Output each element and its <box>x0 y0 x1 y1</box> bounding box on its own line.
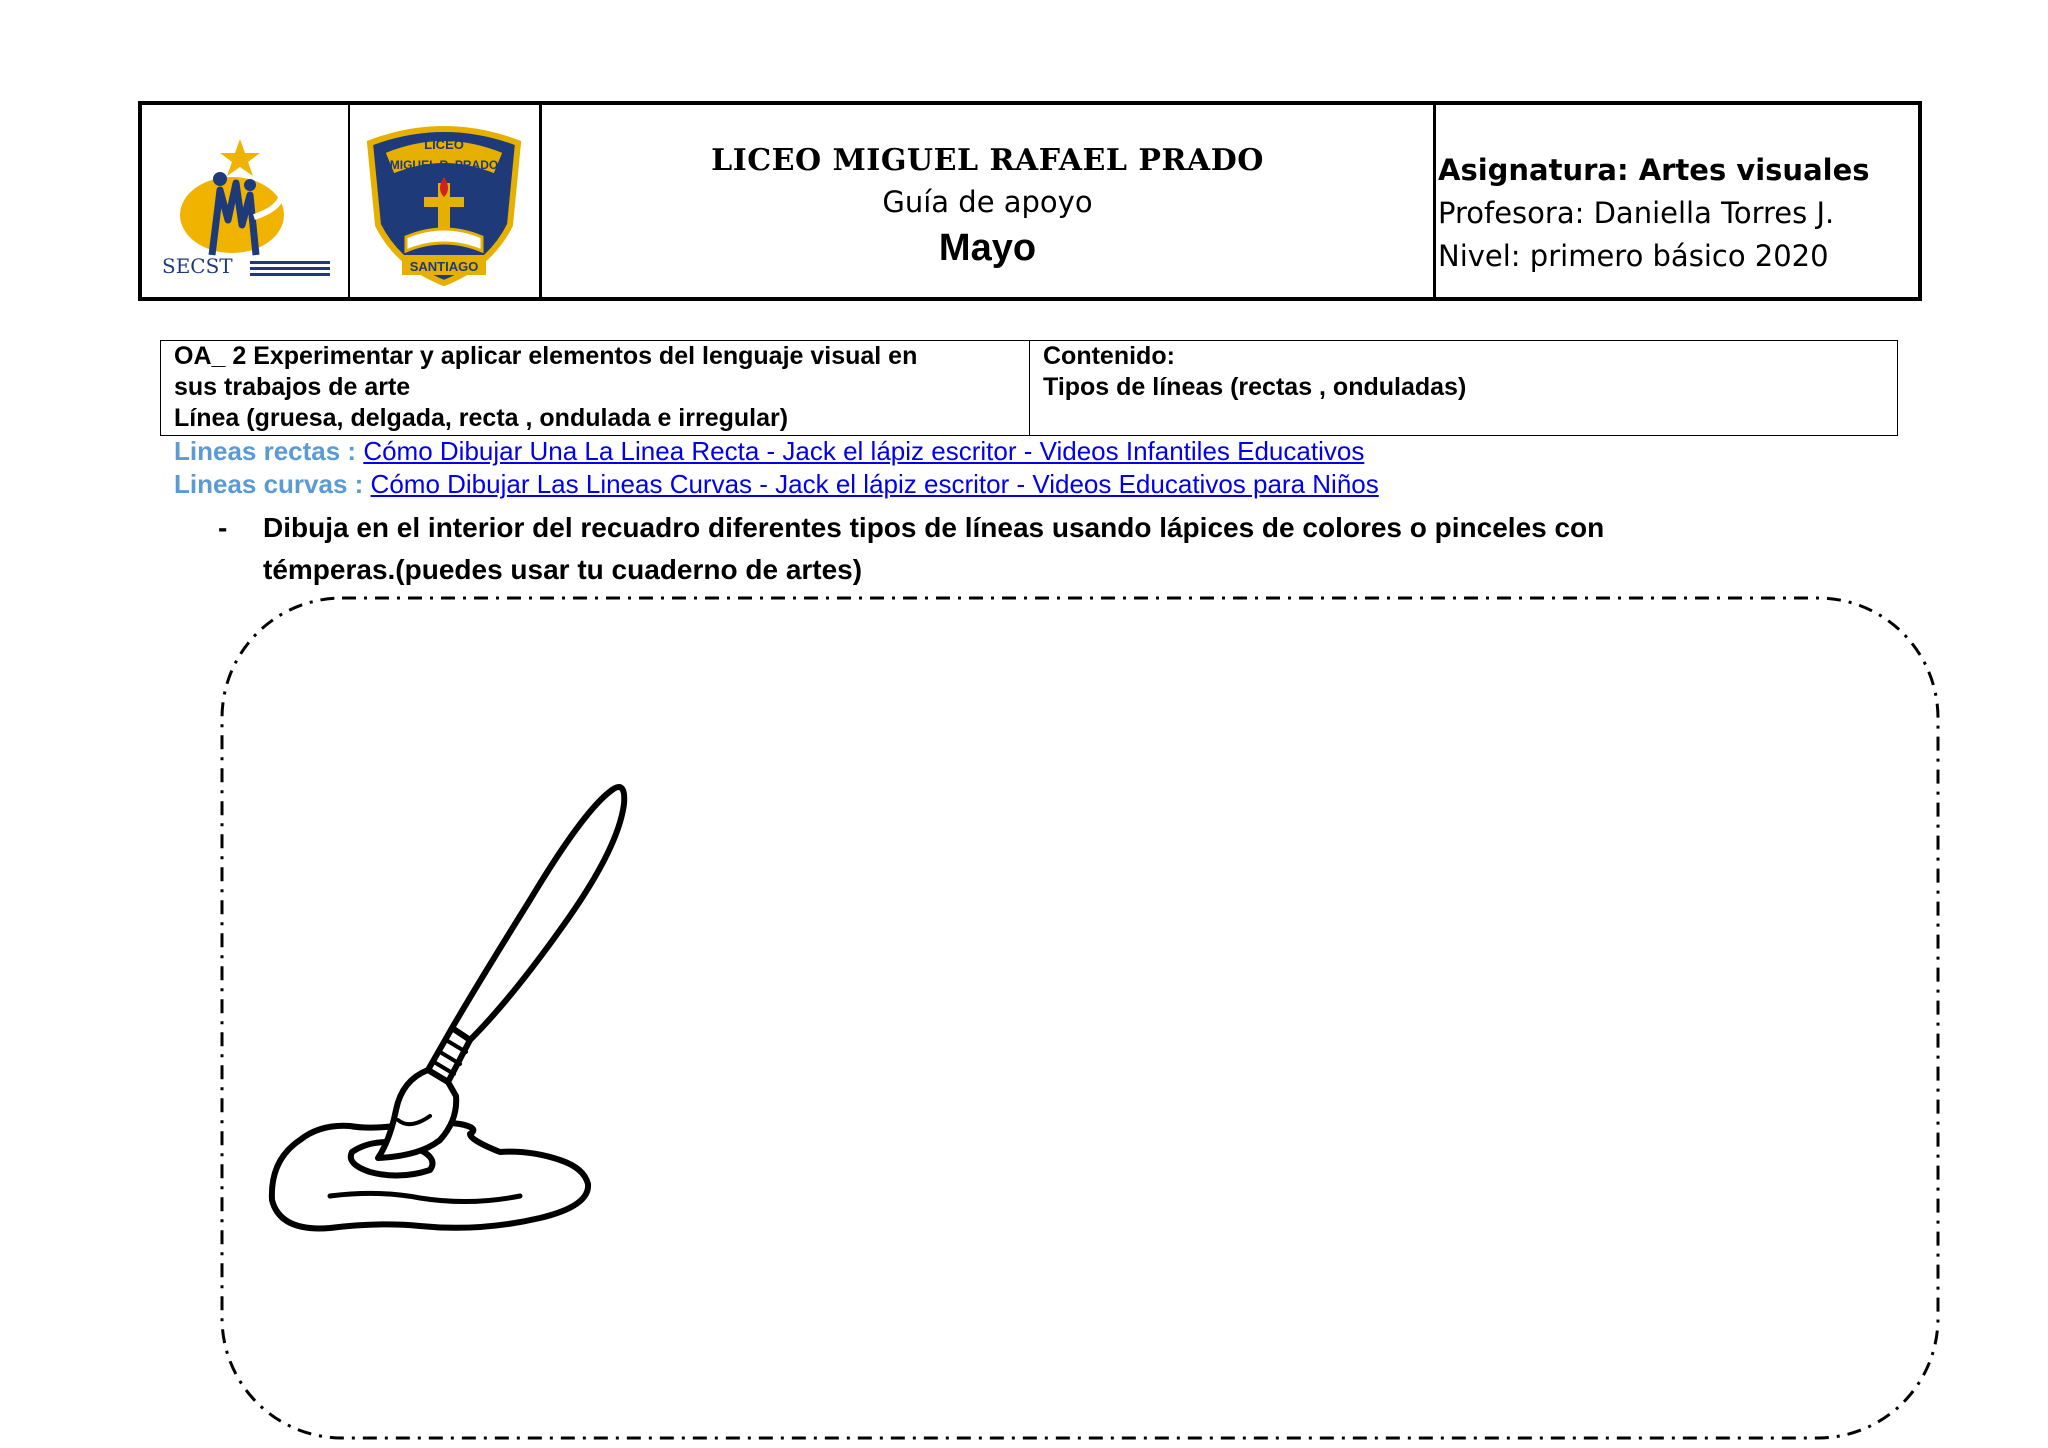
link-label: Lineas curvas : <box>174 469 371 499</box>
content-heading: Contenido: <box>1043 342 1175 370</box>
guide-label: Guía de apoyo <box>882 185 1093 219</box>
objective-line: Línea (gruesa, delgada, recta , ondulada e irregular) <box>174 404 789 432</box>
teacher-label: Profesora: Daniella Torres J. <box>1438 196 1835 230</box>
video-link-rectas[interactable]: Cómo Dibujar Una La Linea Recta - Jack el lápiz escritor - Videos Infantiles Educativos <box>363 436 1365 466</box>
paintbrush-icon <box>272 787 624 1228</box>
subject-label: Asignatura: Artes visuales <box>1438 153 1870 187</box>
month-label: Mayo <box>938 227 1037 269</box>
svg-text:SECST: SECST <box>162 254 233 278</box>
school-name: LICEO MIGUEL RAFAEL PRADO <box>711 143 1264 178</box>
svg-text:LICEO: LICEO <box>424 137 464 152</box>
instruction-text: Dibuja en el interior del recuadro diferentes tipos de líneas usando lápices de colores o pinceles con témperas.(puedes usar tu cuaderno de artes) <box>263 512 1605 585</box>
objective-line: OA_ 2 Experimentar y aplicar elementos del lenguaje visual en <box>174 342 918 370</box>
link-label: Lineas rectas : <box>174 436 364 466</box>
video-link-curvas[interactable]: Cómo Dibujar Las Lineas Curvas - Jack el lápiz escritor - Videos Educativos para Niños <box>370 469 1379 499</box>
bullet-dash: - <box>218 512 228 543</box>
objective-line: sus trabajos de arte <box>174 373 411 401</box>
content-text: Tipos de líneas (rectas , onduladas) <box>1043 373 1467 401</box>
level-label: Nivel: primero básico 2020 <box>1438 239 1829 273</box>
svg-text:SANTIAGO: SANTIAGO <box>409 259 479 274</box>
svg-text:MIGUEL R. PRADO: MIGUEL R. PRADO <box>389 158 499 172</box>
